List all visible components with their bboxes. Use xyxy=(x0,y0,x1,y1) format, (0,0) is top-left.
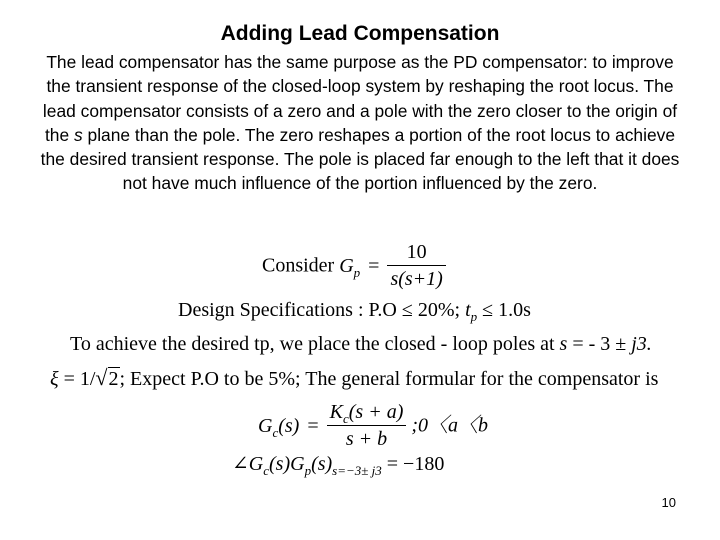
desired-poles-s: s xyxy=(559,333,568,355)
angle-gc-arg: (s) xyxy=(269,453,291,475)
slide-title: Adding Lead Compensation xyxy=(220,22,500,45)
angle-gc: G xyxy=(248,453,264,475)
desired-poles-j: j3. xyxy=(631,333,652,355)
tp-subscript: p xyxy=(470,309,478,324)
equation-angle xyxy=(232,452,444,476)
paragraph-text-1: The lead compensator has the same purpose as the PD compensator: to improve the transient response of the closed-loop system by reshaping the root locus. The lead compensator consists of a zero and a pole with the zero closer to the origin of the xyxy=(42,52,678,145)
plant-numerator: 10 xyxy=(406,241,427,263)
compensator-fraction xyxy=(327,400,407,451)
paragraph-s-variable: s xyxy=(73,124,83,145)
slide-paragraph xyxy=(34,50,686,196)
angle-symbol: ∠ xyxy=(232,453,249,475)
plant-denominator: s(s+1) xyxy=(387,265,445,291)
angle-gp-sub: p xyxy=(304,463,312,478)
damping-eq: = 1/ xyxy=(58,368,96,390)
angle-gp: G xyxy=(290,453,305,475)
compensator-numerator xyxy=(327,400,407,425)
xi-symbol: ξ xyxy=(50,368,59,390)
gc-argument: (s) xyxy=(278,414,300,437)
desired-poles-value: = - 3 ± xyxy=(567,333,632,355)
gp-subscript: p xyxy=(353,264,361,280)
page-number: 10 xyxy=(661,495,676,510)
equation-consider xyxy=(262,240,446,291)
tp-symbol: t xyxy=(465,299,471,321)
gp-symbol: G xyxy=(339,254,354,277)
kc-subscript: c xyxy=(342,411,349,426)
specs-text-2: ≤ 1.0s xyxy=(477,299,531,321)
equation-damping: ξ = 1/√2; Expect P.O to be 5%; The general formular for the compensator is xyxy=(50,365,659,390)
kc-symbol: K xyxy=(329,401,343,423)
compensator-denominator: s + b xyxy=(327,425,407,451)
equation-specs xyxy=(178,298,531,322)
angle-gp-arg: (s) xyxy=(311,453,333,475)
angle-gc-sub: c xyxy=(263,463,269,478)
angle-eval-sub: s=−3± j3 xyxy=(332,463,382,478)
equation-desired-poles xyxy=(70,332,652,356)
specs-text-1: Design Specifications : P.O ≤ 20%; xyxy=(178,299,466,321)
plant-fraction xyxy=(387,240,445,291)
gc-subscript: c xyxy=(272,424,279,440)
angle-rhs: = −180 xyxy=(381,453,445,475)
compensator-numerator-rest: (s + a) xyxy=(348,401,404,423)
sqrt-radicand: 2 xyxy=(108,368,119,390)
compensator-equals: = xyxy=(307,414,319,437)
gc-symbol: G xyxy=(258,414,273,437)
compensator-condition: ;0〈a〈b xyxy=(411,414,489,437)
consider-label: Consider xyxy=(262,254,335,277)
desired-poles-text: To achieve the desired tp, we place the closed - loop poles at xyxy=(70,333,560,355)
consider-equals: = xyxy=(368,254,380,277)
paragraph-text-2: plane than the pole. The zero reshapes a portion of the root locus to achieve the desired transient response. The pole is placed far enough to the left that it does not have much influence of the portion influenced by the zero. xyxy=(40,124,680,194)
equation-compensator xyxy=(258,400,488,451)
damping-rest: ; Expect P.O to be 5%; The general formular for the compensator is xyxy=(119,368,659,390)
